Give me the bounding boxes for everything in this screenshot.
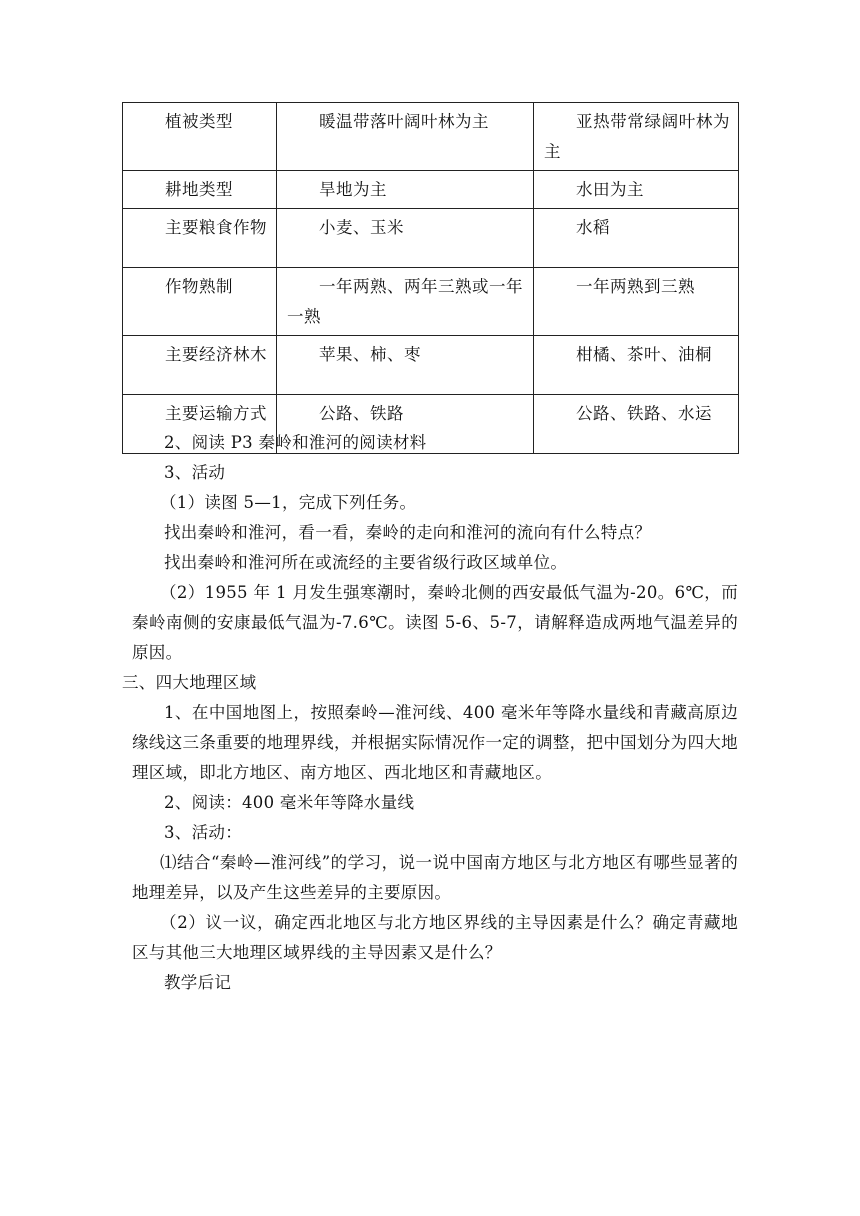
north-cell: 旱地为主 — [277, 171, 534, 209]
south-cell: 一年两熟到三熟 — [534, 268, 739, 336]
table-row — [123, 171, 739, 209]
row-label: 植被类型 — [123, 103, 277, 171]
paragraph-reading-2: 2、阅读：400 毫米年等降水量线 — [164, 793, 415, 812]
row-label: 主要粮食作物 — [123, 209, 277, 268]
north-cell: 暖温带落叶阔叶林为主 — [277, 103, 534, 171]
row-label: 主要运输方式 — [123, 395, 277, 454]
row-label: 耕地类型 — [123, 171, 277, 209]
paragraph-task-1: （1）读图 5—1，完成下列任务。 — [160, 493, 417, 512]
paragraph-task-1b: 找出秦岭和淮河所在或流经的主要省级行政区域单位。 — [164, 553, 568, 572]
north-south-comparison-table — [122, 102, 739, 454]
row-label: 作物熟制 — [123, 268, 277, 336]
north-cell: 苹果、柿、枣 — [277, 336, 534, 395]
table-row — [123, 103, 739, 171]
paragraph-discuss-1: ⑴结合“秦岭—淮河线”的学习，说一说中国南方地区与北方地区有哪些显著的地理差异，以及产生这些差异的主要原因。 — [132, 853, 738, 902]
south-cell: 公路、铁路、水运 — [534, 395, 739, 454]
row-label: 主要经济林木 — [123, 336, 277, 395]
paragraph-task-1a: 找出秦岭和淮河，看一看，秦岭的走向和淮河的流向有什么特点？ — [164, 523, 652, 542]
table-row — [123, 268, 739, 336]
paragraph-activity: 3、活动 — [164, 463, 226, 482]
section-heading: 三、四大地理区域 — [122, 673, 257, 692]
south-cell: 水田为主 — [534, 171, 739, 209]
north-cell: 一年两熟、两年三熟或一年一熟 — [277, 268, 534, 336]
paragraph-reading: 2、阅读 P3 秦岭和淮河的阅读材料 — [164, 433, 427, 452]
paragraph-notes: 教学后记 — [164, 973, 232, 992]
south-cell: 亚热带常绿阔叶林为主 — [534, 103, 739, 171]
north-cell: 公路、铁路 — [277, 395, 534, 454]
table-row — [123, 209, 739, 268]
body-text — [122, 428, 738, 998]
south-cell: 柑橘、茶叶、油桐 — [534, 336, 739, 395]
south-cell: 水稻 — [534, 209, 739, 268]
paragraph-regions: 1、在中国地图上，按照秦岭—淮河线、400 毫米年等降水量线和青藏高原边缘线这三条重要的地理界线，并根据实际情况作一定的调整，把中国划分为四大地理区域，即北方地区、南方地区、西北地区和青藏地区。 — [132, 703, 738, 782]
table-row — [123, 336, 739, 395]
paragraph-discuss-2: （2）议一议，确定西北地区与北方地区界线的主导因素是什么？确定青藏地区与其他三大地理区域界线的主导因素又是什么？ — [132, 913, 738, 962]
north-cell: 小麦、玉米 — [277, 209, 534, 268]
paragraph-activity-2: 3、活动： — [164, 823, 242, 842]
paragraph-task-2: （2）1955 年 1 月发生强寒潮时，秦岭北侧的西安最低气温为-20。6℃，而秦岭南侧的安康最低气温为-7.6℃。读图 5-6、5-7，请解释造成两地气温差异的原因。 — [132, 583, 738, 662]
